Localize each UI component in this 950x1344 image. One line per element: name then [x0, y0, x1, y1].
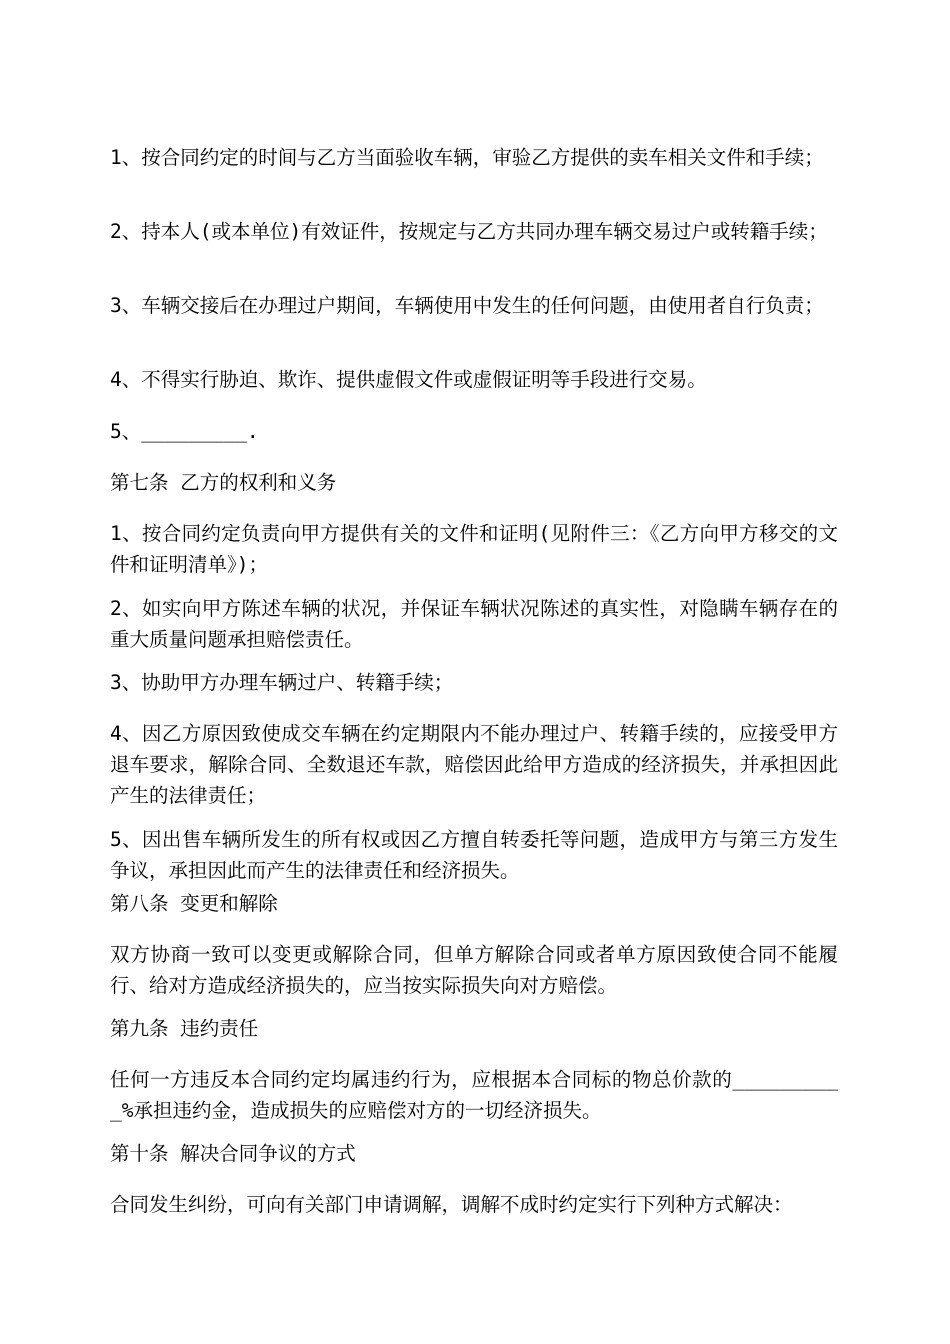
seller-duty-1: 1、按合同约定负责向甲方提供有关的文件和证明(见附件三：《乙方向甲方移交的文件和证明清单》)；: [110, 522, 838, 576]
buyer-duty-5: 5、_________.: [110, 420, 259, 443]
article-10-heading: 第十条 解决合同争议的方式: [110, 1142, 356, 1165]
article-10-body: 合同发生纠纷，可向有关部门申请调解，调解不成时约定实行下列种方式解决：: [110, 1193, 793, 1216]
article-8-body: 双方协商一致可以变更或解除合同，但单方解除合同或者单方原因致使合同不能履行、给对方造成经济损失的，应当按实际损失向对方赔偿。: [110, 943, 838, 997]
article-7-heading: 第七条 乙方的权利和义务: [110, 471, 337, 494]
seller-duty-3: 3、协助甲方办理车辆过户、转籍手续；: [110, 671, 454, 694]
buyer-duty-2: 2、持本人(或本单位)有效证件，按规定与乙方共同办理车辆交易过户或转籍手续；: [110, 220, 828, 243]
buyer-duty-3: 3、车辆交接后在办理过户期间，车辆使用中发生的任何问题，由使用者自行负责；: [110, 294, 824, 317]
buyer-duty-1: 1、按合同约定的时间与乙方当面验收车辆，审验乙方提供的卖车相关文件和手续；: [110, 146, 824, 169]
article-8-heading: 第八条 变更和解除: [110, 892, 278, 915]
buyer-duty-4: 4、不得实行胁迫、欺诈、提供虚假文件或虚假证明等手段进行交易。: [110, 368, 707, 391]
article-9-body: 任何一方违反本合同约定均属违约行为，应根据本合同标的物总价款的__________%承担违约金，造成损失的应赔偿对方的一切经济损失。: [110, 1068, 838, 1122]
seller-duty-5: 5、因出售车辆所发生的所有权或因乙方擅自转委托等问题，造成甲方与第三方发生争议，承担因此而产生的法律责任和经济损失。: [110, 828, 838, 882]
seller-duty-2: 2、如实向甲方陈述车辆的状况，并保证车辆状况陈述的真实性，对隐瞒车辆存在的重大质量问题承担赔偿责任。: [110, 597, 838, 651]
article-9-heading: 第九条 违约责任: [110, 1017, 259, 1040]
seller-duty-4: 4、因乙方原因致使成交车辆在约定期限内不能办理过户、转籍手续的，应接受甲方退车要求，解除合同、全数退还车款，赔偿因此给甲方造成的经济损失，并承担因此产生的法律责任；: [110, 722, 838, 807]
